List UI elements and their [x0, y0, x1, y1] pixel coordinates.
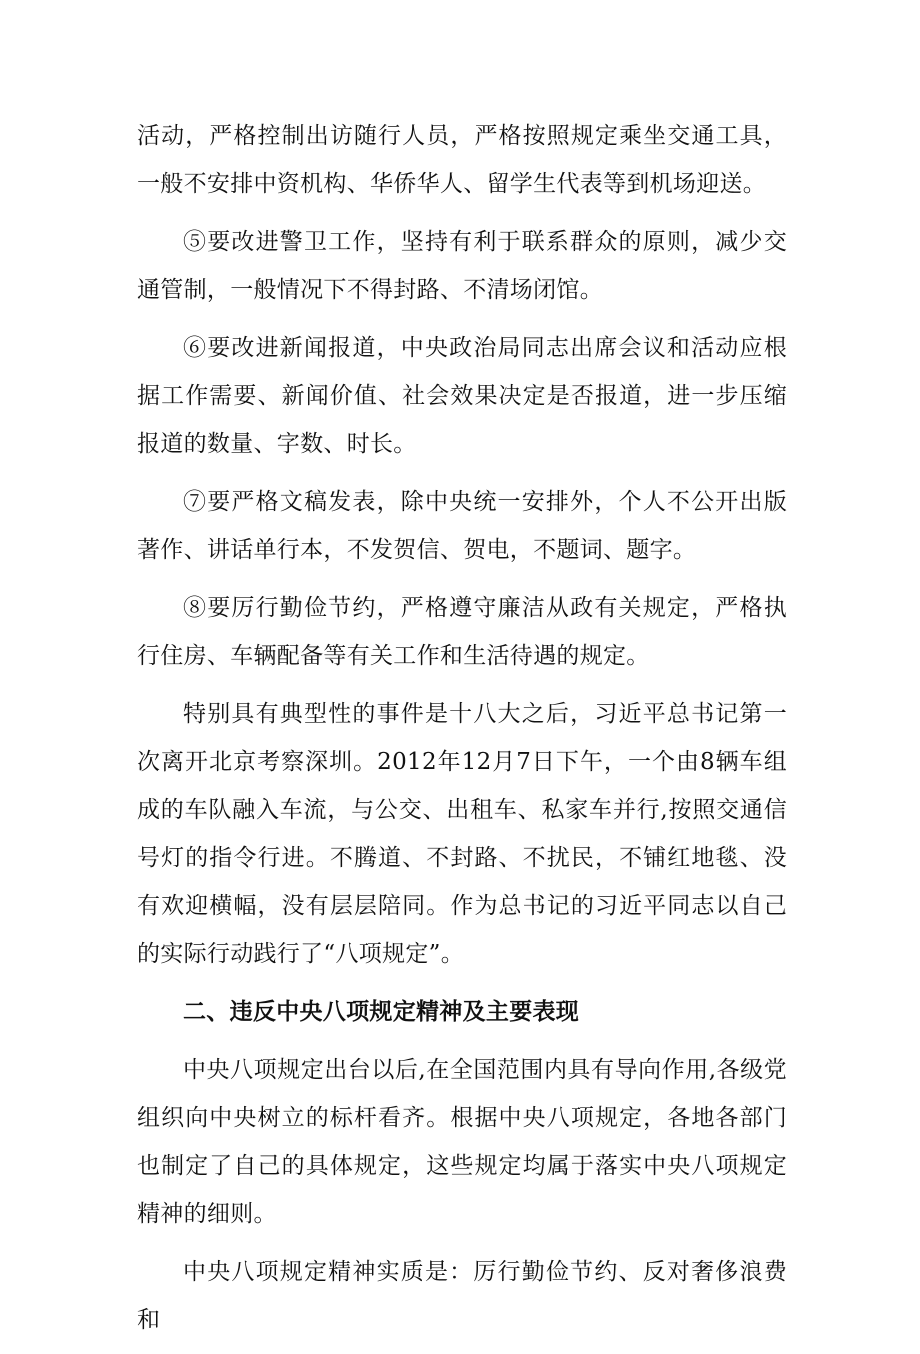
paragraph-shenzhen-event: 特别具有典型性的事件是十八大之后，习近平总书记第一次离开北京考察深圳。2012年12月7日下午，一个由8辆车组成的车队融入车流，与公交、出租车、私家车并行,按照交通信号灯的指令行进。不腾道、不封路、不扰民，不铺红地毯、没有欢迎横幅，没有层层陪同。作为总书记的习近平同志以自己的实际行动践行了“八项规定”。 — [137, 701, 787, 967]
section-heading: 二、违反中央八项规定精神及主要表现 — [183, 999, 580, 1025]
paragraph-item-5: ⑤要改进警卫工作，坚持有利于联系群众的原则，减少交通管制，一般情况下不得封路、不清场闭馆。 — [137, 229, 787, 303]
document-body — [137, 112, 787, 1354]
paragraph-item-7: ⑦要严格文稿发表，除中央统一安排外，个人不公开出版著作、讲话单行本，不发贺信、贺电，不题词、题字。 — [137, 489, 787, 563]
paragraph-section-essence: 中央八项规定精神实质是：厉行勤俭节约、反对奢侈浪费和 — [137, 1259, 787, 1333]
paragraph-section-intro: 中央八项规定出台以后,在全国范围内具有导向作用,各级党组织向中央树立的标杆看齐。根据中央八项规定，各地各部门也制定了自己的具体规定，这些规定均属于落实中央八项规定精神的细则。 — [137, 1057, 787, 1227]
paragraph-continuation: 活动，严格控制出访随行人员，严格按照规定乘坐交通工具，一般不安排中资机构、华侨华人、留学生代表等到机场迎送。 — [137, 123, 787, 197]
paragraph-item-6: ⑥要改进新闻报道，中央政治局同志出席会议和活动应根据工作需要、新闻价值、社会效果决定是否报道，进一步压缩报道的数量、字数、时长。 — [137, 335, 787, 457]
paragraph-item-8: ⑧要厉行勤俭节约，严格遵守廉洁从政有关规定，严格执行住房、车辆配备等有关工作和生活待遇的规定。 — [137, 595, 787, 669]
